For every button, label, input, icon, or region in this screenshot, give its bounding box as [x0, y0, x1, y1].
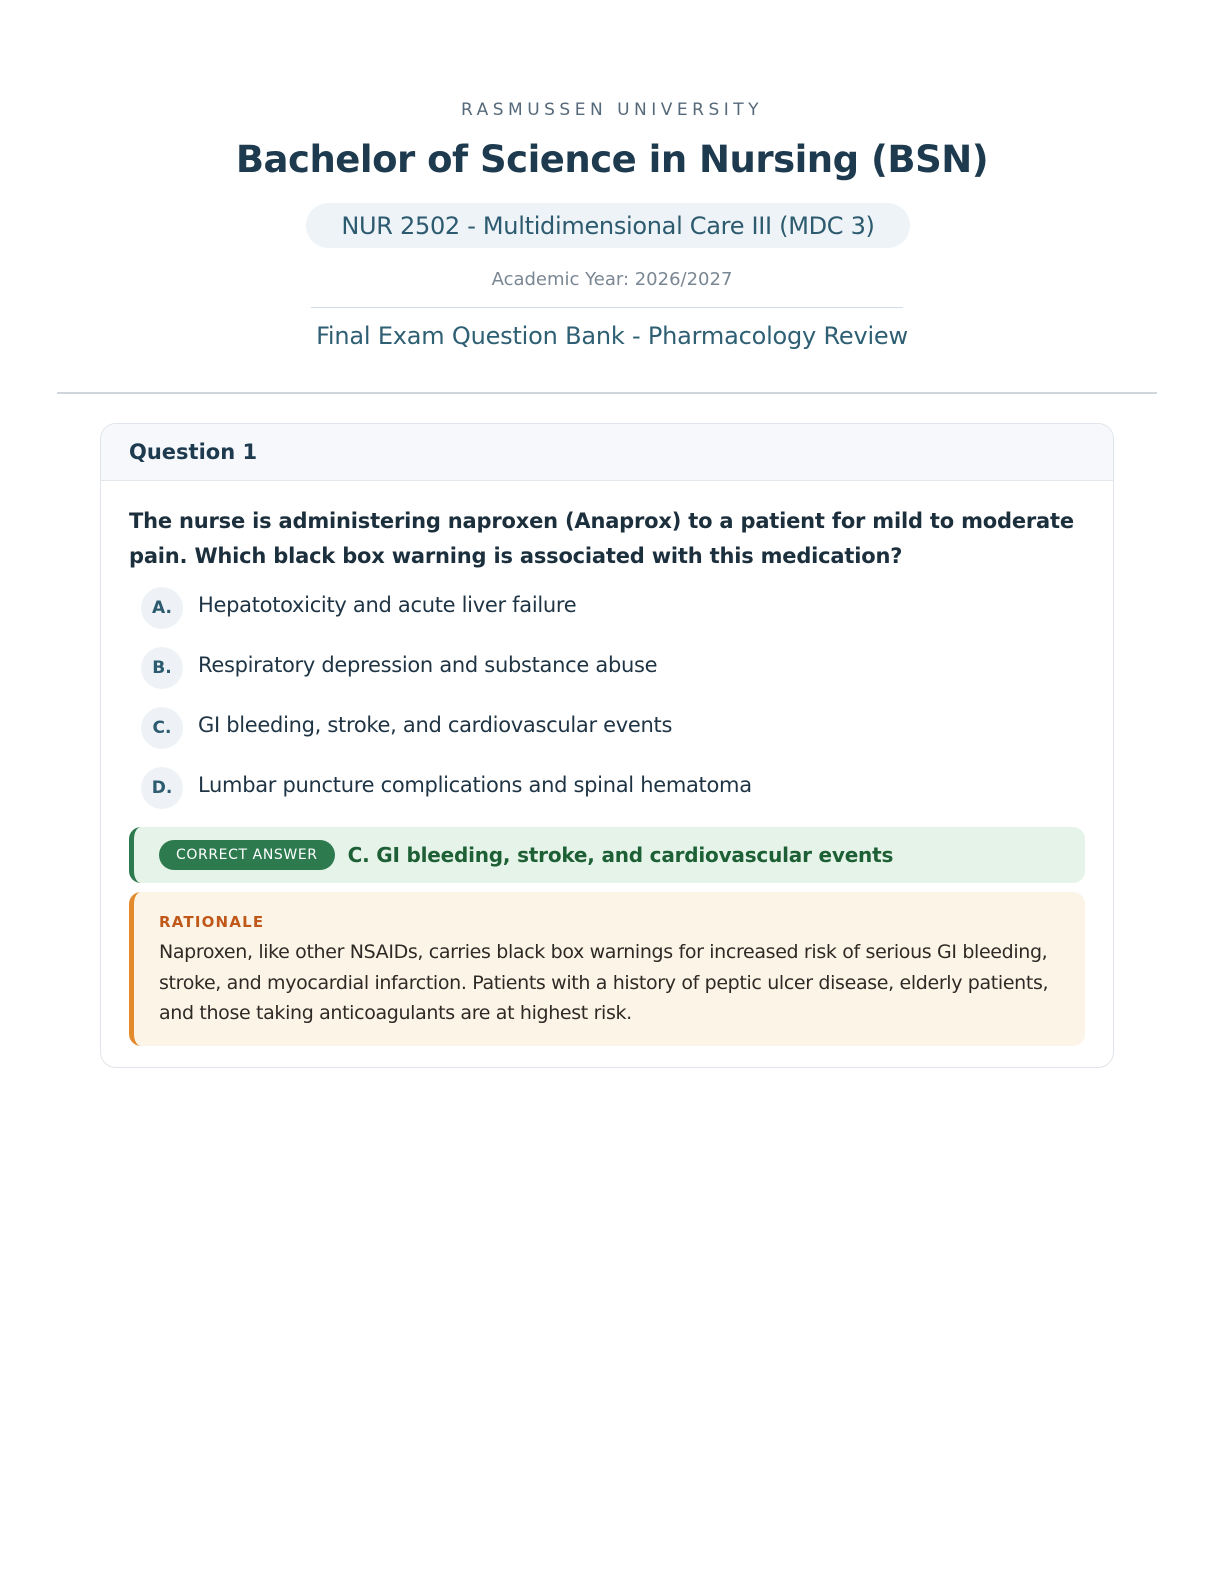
option-text: Lumbar puncture complications and spinal hematoma	[198, 773, 752, 797]
exam-title: Final Exam Question Bank - Pharmacology Review	[316, 322, 908, 350]
option-letter: C.	[141, 707, 183, 749]
question-number: Question 1	[129, 440, 258, 464]
course-title: NUR 2502 - Multidimensional Care III (MDC 3)	[341, 211, 875, 240]
rationale-label: RATIONALE	[159, 913, 265, 931]
correct-answer-badge: CORRECT ANSWER	[159, 840, 335, 870]
option-b[interactable]	[141, 647, 1041, 707]
option-letter: D.	[141, 767, 183, 809]
question-header	[101, 424, 1113, 481]
option-c[interactable]	[141, 707, 1041, 767]
option-text: Hepatotoxicity and acute liver failure	[198, 593, 577, 617]
question-card	[100, 423, 1114, 1068]
university-name: RASMUSSEN UNIVERSITY	[460, 100, 764, 120]
option-letter: A.	[141, 587, 183, 629]
correct-answer-box	[129, 827, 1085, 883]
option-text: GI bleeding, stroke, and cardiovascular events	[198, 713, 673, 737]
option-letter: B.	[141, 647, 183, 689]
course-pill	[306, 203, 910, 248]
answer-options	[141, 587, 1041, 827]
academic-year: Academic Year: 2026/2027	[491, 269, 733, 290]
header-divider	[311, 307, 903, 308]
rationale-box	[129, 892, 1085, 1046]
option-d[interactable]	[141, 767, 1041, 827]
rationale-text: Naproxen, like other NSAIDs, carries black box warnings for increased risk of serious GI bleeding, stroke, and myocardial infarction. Patients with a history of peptic ulcer disease, elderly patients, and those taking anticoagulants are at highest risk.	[159, 941, 1049, 1024]
page-divider	[57, 392, 1157, 394]
program-title: Bachelor of Science in Nursing (BSN)	[235, 138, 989, 181]
question-stem: The nurse is administering naproxen (Anaprox) to a patient for mild to moderate pain. Which black box warning is associated with this medication?	[129, 509, 1074, 568]
correct-answer-text: C. GI bleeding, stroke, and cardiovascular events	[347, 843, 894, 867]
option-text: Respiratory depression and substance abuse	[198, 653, 658, 677]
option-a[interactable]	[141, 587, 1041, 647]
